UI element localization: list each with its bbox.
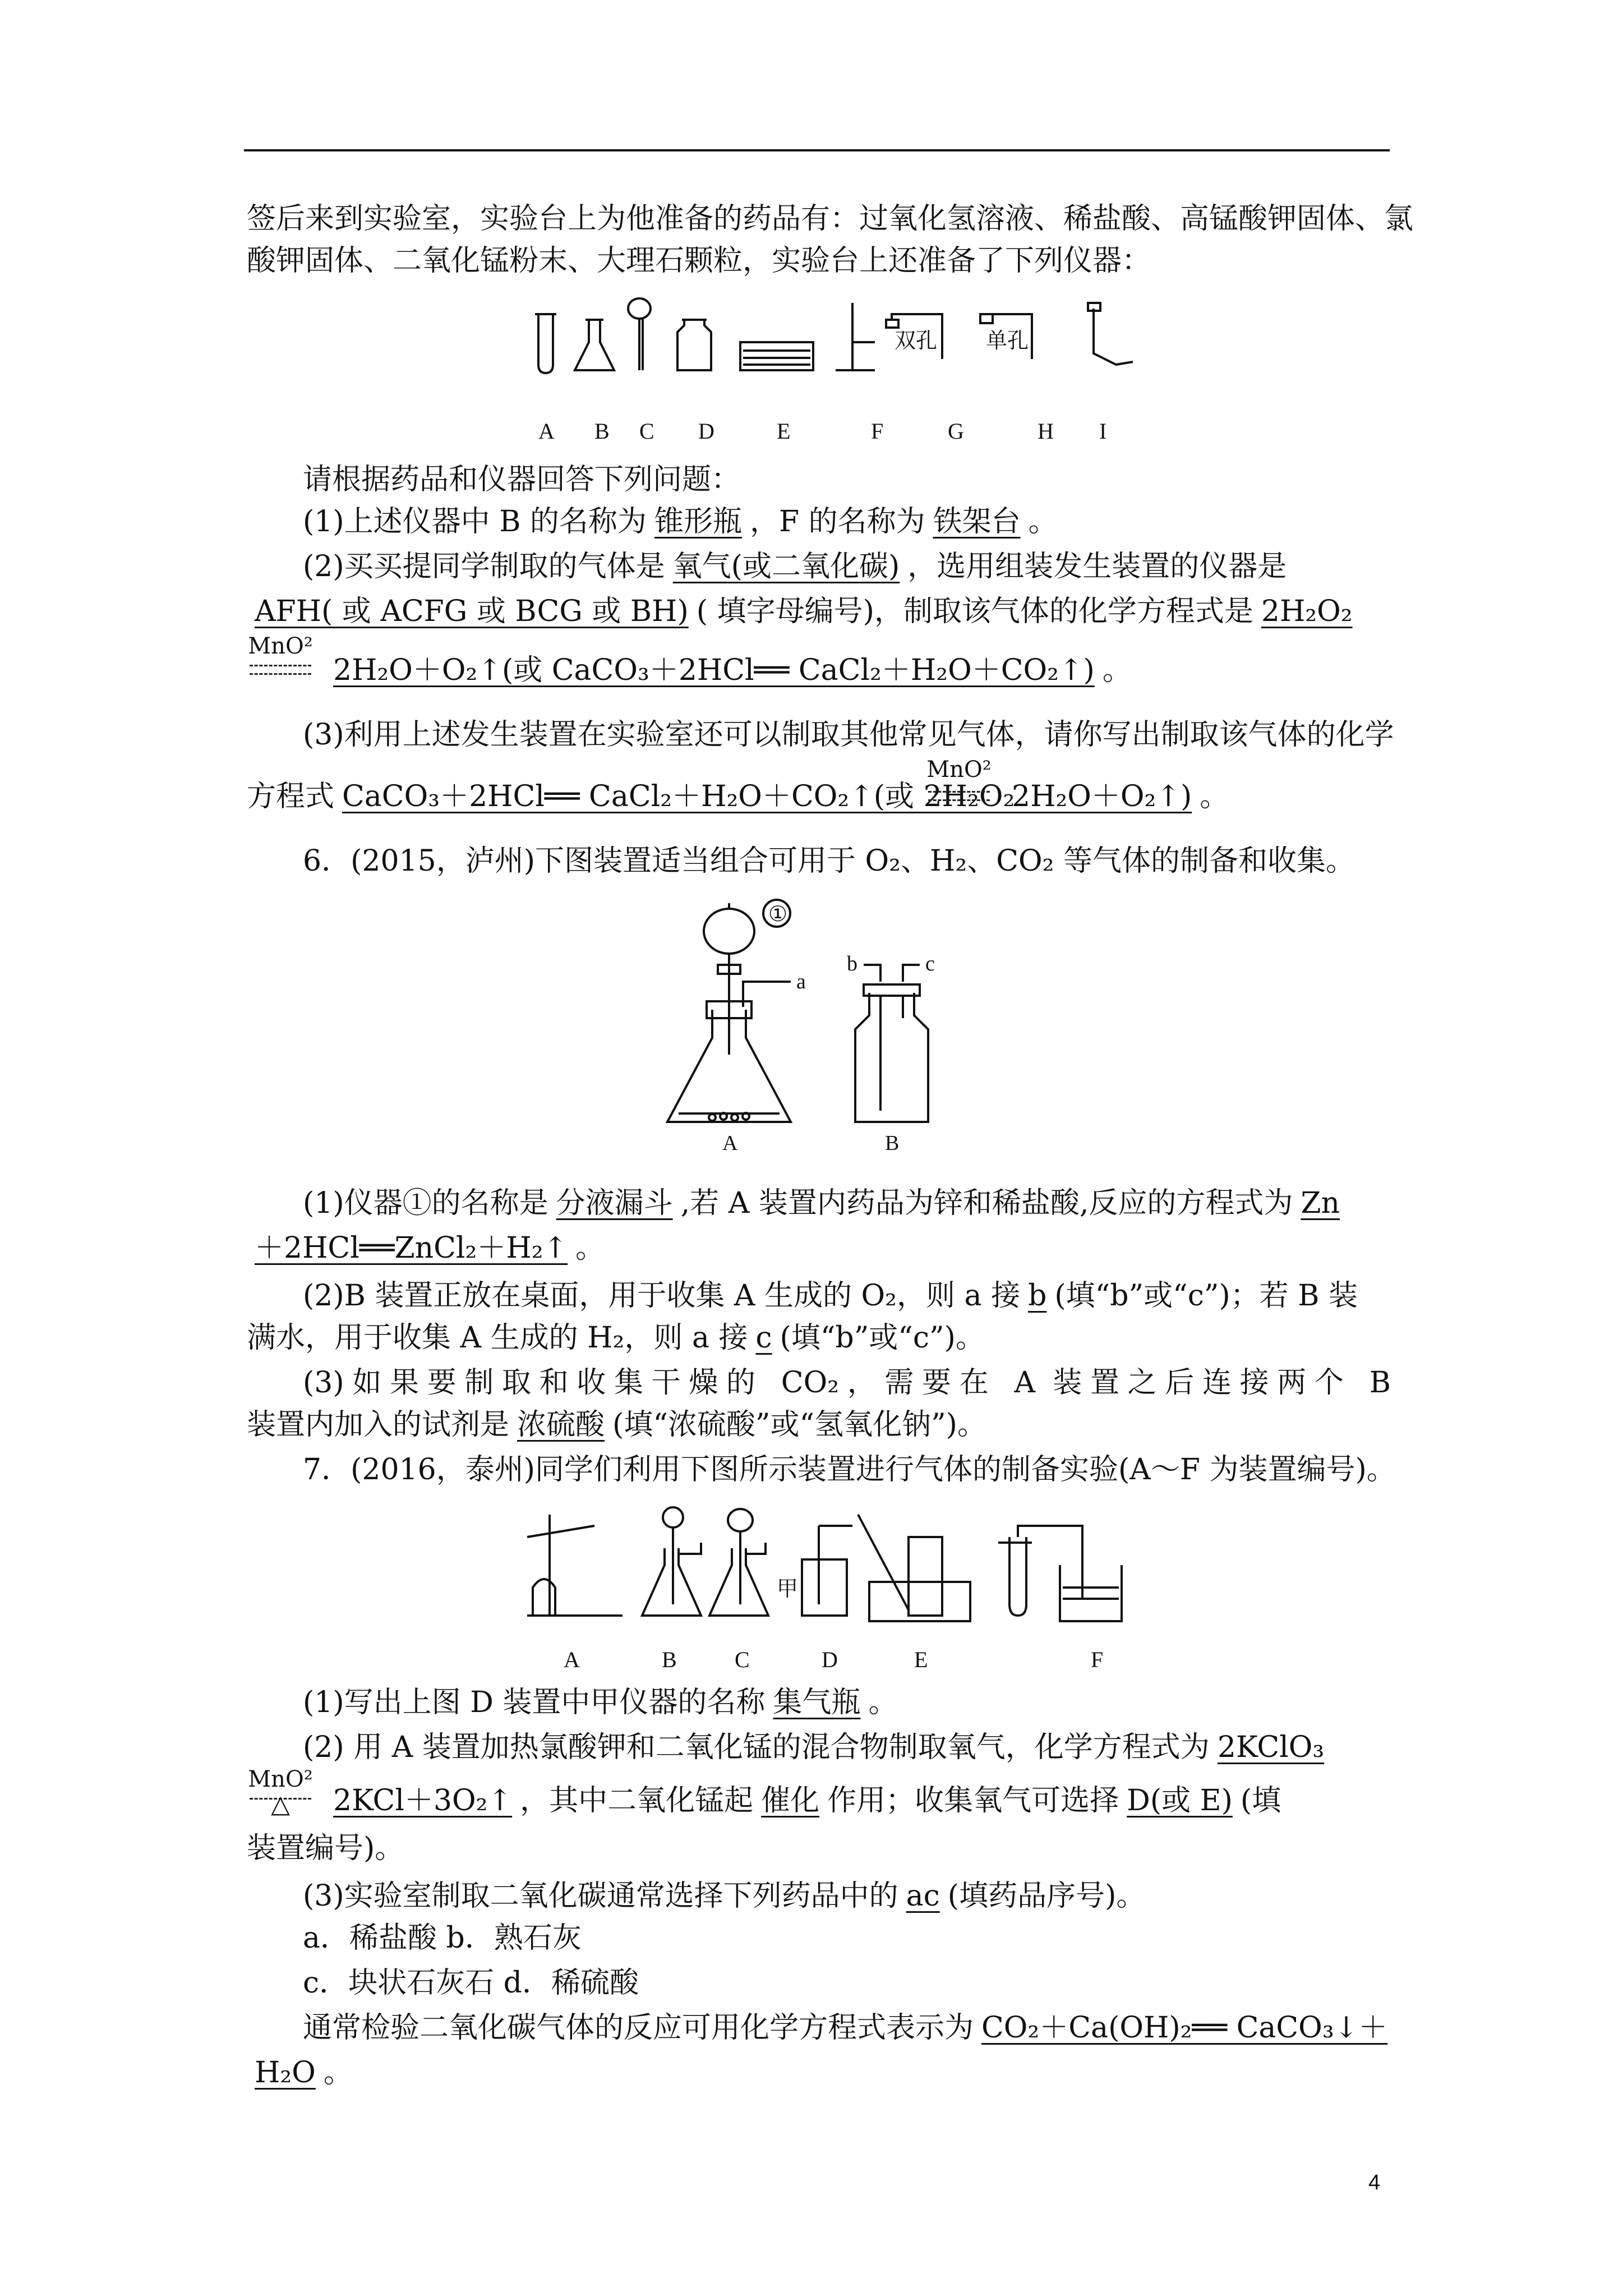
answer-blank: 2KClO₃ [1217,1731,1325,1764]
answer-blank: 催化 [761,1784,820,1818]
bent-tube-i [1094,309,1133,365]
q6-part2-line2: 满水，用于收集 A 生成的 H₂，则 a 接 c (填“b”或“c”)。 [247,1321,985,1355]
hole1-label: 单孔 [986,329,1029,353]
answer-blank: Zn [1301,1186,1340,1220]
answer-blank: c [755,1321,772,1355]
q5-part2-line1: (2)买买提同学制取的气体是 氧气(或二氧化碳) ，选用组装发生装置的仪器是 [303,550,1287,583]
q7-part2-line2: 2KCl＋3O₂↑ ，其中二氧化锰起 催化 作用；收集氧气可选择 D(或 E) (填 [325,1781,1391,1820]
answer-blank: 2H₂O₂ [1261,595,1353,628]
bottle-d [677,320,711,370]
fig-q7-label-e: E [914,1647,928,1672]
q7-options-ab: a．稀盐酸 b．熟石灰 [303,1921,582,1955]
q5-part3-line1: (3)利用上述发生装置在实验室还可以制取其他常见气体，请你写出制取该气体的化学 [303,718,1394,752]
intro-line-2: 酸钾固体、二氧化锰粉末、大理石颗粒，实验台上还准备了下列仪器： [247,244,1151,278]
separating-funnel [704,909,754,954]
fig-q7-label-d: D [822,1647,838,1672]
answer-blank: 2H₂O＋O₂↑(或 CaCO₃＋2HCl══ CaCl₂＋H₂O＋CO₂↑) [333,654,1095,687]
apparatus-figure-1 [527,292,1161,376]
fig-q6-B: B [885,1131,900,1155]
test-tube-f [1009,1537,1026,1616]
answer-blank: 集气瓶 [773,1686,861,1719]
q5-part3-line2-tail: 2H₂O＋O₂↑) 。 [1004,777,1396,816]
fig-q6-a: a [796,970,806,993]
answer-blank: 锥形瓶 [654,505,742,539]
catalyst-label: MnO² [248,633,313,659]
fig-q7-label-a: A [564,1647,580,1672]
header-rule [244,149,1390,151]
conical-flask-b [575,320,614,370]
q7-stem: 7．(2016，泰州)同学们利用下图所示装置进行气体的制备实验(A～F 为装置编号)。 [303,1453,1396,1487]
answer-blank: b [1028,1279,1047,1313]
answer-blank: CO₂＋Ca(OH)₂══ CaCO₃↓＋ [981,2011,1388,2045]
gas-jar-d [802,1559,847,1616]
answer-blank: ac [906,1879,940,1913]
catalyst-label: MnO² [248,1766,313,1792]
q5-part2-line3: 2H₂O＋O₂↑(或 CaCO₃＋2HCl══ CaCl₂＋H₂O＋CO₂↑) 。 [325,651,1391,690]
fig-q6-A: A [722,1131,738,1155]
fig1-label-b: B [594,418,610,444]
fig1-label-h: H [1038,418,1054,444]
fig-q6-c: c [925,952,935,976]
fig1-label-f: F [871,418,884,444]
conical-flask-b [642,1548,701,1616]
answer-blank: H₂O [255,2056,316,2090]
fig1-label-i: I [1099,418,1107,444]
apparatus-figure-q6 [645,898,981,1161]
apparatus-figure-q7 [516,1503,1144,1649]
q6-part3-line1: (3)如果要制取和收集干燥的 CO₂，需要在 A 装置之后连接两个 B [303,1366,1391,1400]
q5-part1: (1)上述仪器中 B 的名称为 锥形瓶 ，F 的名称为 铁架台 。 [303,505,1058,539]
conical-flask-c [709,1548,768,1616]
q7-part3: (3)实验室制取二氧化碳通常选择下列药品中的 ac (填药品序号)。 [303,1879,1146,1913]
answer-blank: AFH( 或 ACFG 或 BCG 或 BH) [255,595,689,628]
answer-blank: 浓硫酸 [517,1408,605,1442]
answer-blank: 铁架台 [933,505,1021,539]
test-tube-a [538,314,553,373]
q5-prompt: 请根据药品和仪器回答下列问题： [303,463,741,496]
q6-part2-line1: (2)B 装置正放在桌面，用于收集 A 生成的 O₂，则 a 接 b (填“b”或“c”)；若 B 装 [303,1279,1358,1313]
intro-line-1: 签后来到实验室，实验台上为他准备的药品有：过氧化氢溶液、稀盐酸、高锰酸钾固体、氯 [247,202,1414,236]
reaction-condition-line [250,673,311,675]
page-number: 4 [1368,2171,1381,2194]
fig-q6-b: b [847,952,857,976]
fig-q7-label-f: F [1091,1647,1104,1672]
heat-symbol: △ [271,1790,290,1819]
q7-part2-line3: 装置编号)。 [247,1832,404,1865]
fig1-label-e: E [777,418,791,444]
jia-label: 甲 [777,1577,799,1601]
q6-part3-line2: 装置内加入的试剂是 浓硫酸 (填“浓硫酸”或“氢氧化钠”)。 [247,1408,986,1442]
q5-part3-line2: 方程式 CaCO₃＋2HCl══ CaCl₂＋H₂O＋CO₂↑(或 2H₂O₂ [247,777,1391,816]
hole2-label: 双孔 [895,329,938,353]
beaker-f [1060,1565,1122,1621]
funnel-c [628,298,651,319]
gas-washing-bottle-b [855,993,928,1122]
fig1-label-a: A [538,418,555,444]
q7-options-cd: c．块状石灰石 d．稀硫酸 [303,1966,639,2000]
trough-e [740,342,813,370]
q7-part4-line2: H₂O 。 [247,2053,1391,2092]
answer-blank: 分液漏斗 [556,1186,673,1220]
q7-part1: (1)写出上图 D 装置中甲仪器的名称 集气瓶 。 [303,1686,898,1719]
q7-part2-line1: (2) 用 A 装置加热氯酸钾和二氧化锰的混合物制取氧气，化学方程式为 2KClO₃ [303,1728,1391,1767]
answer-blank: 2KCl＋3O₂↑ [333,1784,513,1818]
fig1-label-g: G [948,418,964,444]
catalyst-label: MnO² [926,757,992,783]
fig-q7-label-c: C [735,1647,750,1672]
q5-part2-line2: AFH( 或 ACFG 或 BCG 或 BH) ( 填字母编号)，制取该气体的化学方程式是 2H₂O₂ [247,592,1391,631]
fig1-label-c: C [639,418,654,444]
q6-part1-line1: (1)仪器①的名称是 分液漏斗 ,若 A 装置内药品为锌和稀盐酸,反应的方程式为 Zn [303,1184,1391,1223]
answer-blank: 2H₂O＋O₂↑) [1012,780,1192,813]
answer-blank: 氧气(或二氧化碳) [672,550,900,583]
fig1-label-d: D [698,418,714,444]
alcohol-lamp [533,1579,555,1616]
q7-part4-line1: 通常检验二氧化碳气体的反应可用化学方程式表示为 CO₂＋Ca(OH)₂══ CaCO₃↓＋ [303,2008,1391,2047]
answer-blank: CaCO₃＋2HCl══ CaCl₂＋H₂O＋CO₂↑(或 2H₂O₂ [342,780,1015,813]
fig-q6-circle1: ① [768,903,788,926]
reaction-condition-line [928,791,990,793]
answer-blank: D(或 E) [1127,1784,1233,1818]
q6-part1-line2: ＋2HCl══ZnCl₂＋H₂↑ 。 [247,1228,1391,1268]
reaction-condition-line [928,799,990,801]
q6-stem: 6．(2015，泸州)下图装置适当组合可用于 O₂、H₂、CO₂ 等气体的制备和收集。 [303,844,1355,878]
answer-blank: ＋2HCl══ZnCl₂＋H₂↑ [255,1231,568,1265]
reaction-condition-line [250,665,311,666]
fig-q7-label-b: B [662,1647,677,1672]
